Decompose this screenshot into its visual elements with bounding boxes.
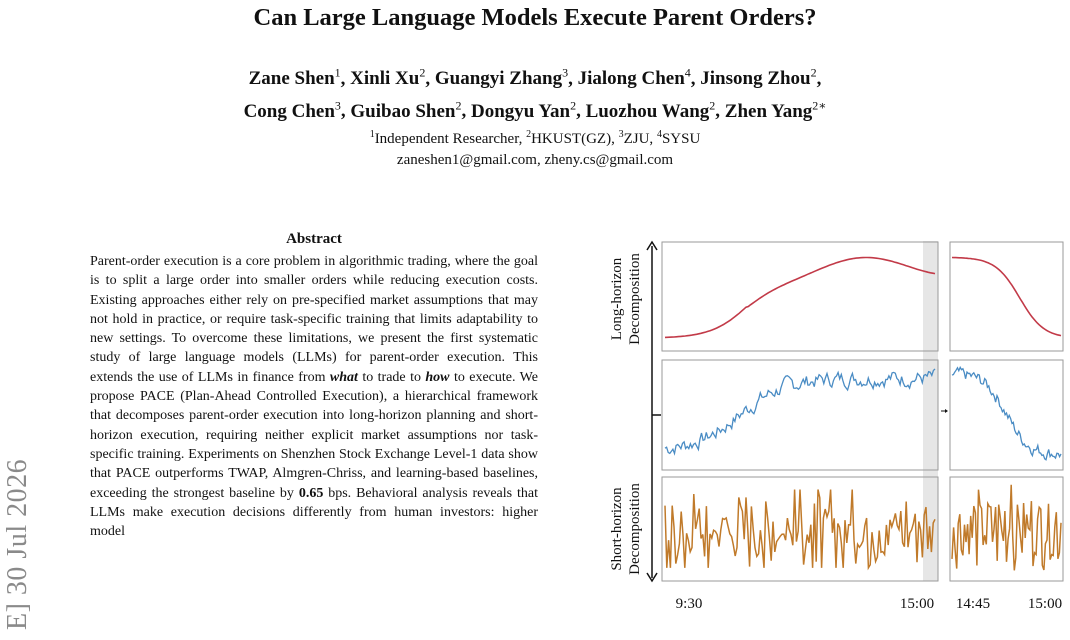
panel-long-left	[662, 242, 938, 351]
author-name: Dongyu Yan$^2$	[470, 98, 577, 122]
author-line: Cong Chen$^3$, Guibao Shen$^2$, Dongyu Yan$^2$, Luozhou Wang$^2$, Zhen Yang$^{2∗}$	[243, 98, 827, 122]
author-line: Zane Shen$^1$, Xinli Xu$^2$, Guangyi Zhang$^3$, Jialong Chen$^4$, Jinsong Zhou$^2$,	[248, 66, 822, 90]
affiliation-line: $^1$Independent Researcher, $^2$HKUST(GZ), $^3$ZJU, $^4$SYSU	[369, 129, 701, 147]
author-name: Cong Chen$^3$	[243, 98, 341, 122]
abstract-text-3: to execute. We propose PACE (Plan-Ahead Controlled Execution), a hierarchical framework that decomposes parent-order execution into long-horizon planning and short-horizon execution, requiring neither explicit market assumptions nor task-specific training. Experiments on Shenzhen Stock Exchange Level-1 data show that PACE outperforms TWAP, Almgren-Chriss, and learning-based baselines, exceeding the strongest baseline by	[90, 369, 538, 501]
zoom-arrow-head	[945, 409, 948, 413]
arxiv-stamp-text: E] 30 Jul 2026	[2, 458, 33, 630]
author-name: Jinsong Zhou$^2$	[700, 66, 817, 90]
long-horizon-curve-left	[665, 258, 935, 338]
author-list	[0, 60, 1070, 125]
short-horizon-curve-left	[665, 490, 935, 568]
email-line: zaneshen1@gmail.com, zheny.cs@gmail.com	[396, 152, 674, 168]
abstract-emphasis-what: what	[329, 369, 358, 385]
abstract-text-4: bps. Behavioral analysis reveals that LLMs make execution decisions differently from human investors: higher model	[90, 485, 538, 540]
x-tick-right-end: 15:00	[1027, 596, 1063, 612]
panel-mid-right	[950, 360, 1063, 470]
author-name: Guibao Shen$^2$	[350, 98, 462, 122]
y-label-top-2: Decomposition	[627, 253, 643, 345]
author-name: Zhen Yang$^{2∗}$	[724, 98, 827, 122]
affiliations	[0, 124, 1070, 171]
y-axis-arrow-top	[647, 242, 657, 250]
y-label-bottom-2: Decomposition	[627, 483, 643, 575]
paper-title: Can Large Language Models Execute Parent Orders?	[253, 4, 817, 31]
x-tick-left-end: 15:00	[899, 596, 935, 612]
shade-region	[923, 241, 938, 581]
panel-long-right	[950, 242, 1063, 351]
author-name: Luozhou Wang$^2$	[585, 98, 716, 122]
arxiv-side-stamp	[0, 200, 38, 640]
abstract-text-1: Parent-order execution is a core problem in algorithmic trading, where the goal is to split a large order into smaller orders while reducing execution costs. Existing approaches either rely on pre-specified market assumptions that may not hold in practice, or require task-specific training that limits adaptability to new settings. To overcome these limitations, we present the first systematic study of large language models (LLMs) for parent-order execution. This extends the use of LLMs in finance from	[90, 254, 538, 385]
y-label-top-1: Long-horizon	[609, 257, 625, 341]
panel-short-right	[950, 477, 1063, 581]
abstract-body	[90, 252, 538, 541]
panel-mid-left	[662, 360, 938, 470]
abstract-emphasis-how: how	[425, 369, 450, 385]
y-label-bottom-1: Short-horizon	[609, 487, 625, 571]
mid-series-curve-left	[665, 369, 935, 454]
abstract-heading: Abstract	[286, 231, 342, 247]
mid-series-curve-right	[952, 367, 1061, 459]
long-horizon-curve-right	[952, 258, 1061, 336]
x-tick-left-start: 9:30	[675, 596, 703, 612]
y-axis-arrow-bottom	[647, 573, 657, 581]
author-name: Zane Shen$^1$	[248, 66, 341, 90]
short-horizon-curve-right	[952, 485, 1061, 571]
author-name: Guangyi Zhang$^3$	[434, 66, 569, 90]
author-name: Jialong Chen$^4$	[577, 66, 691, 90]
panel-short-left	[662, 477, 938, 581]
author-name: Xinli Xu$^2$	[350, 66, 426, 90]
abstract-text-2: to trade to	[357, 369, 426, 385]
abstract-bold-value: 0.65	[298, 485, 324, 501]
x-tick-right-start: 14:45	[955, 596, 991, 612]
